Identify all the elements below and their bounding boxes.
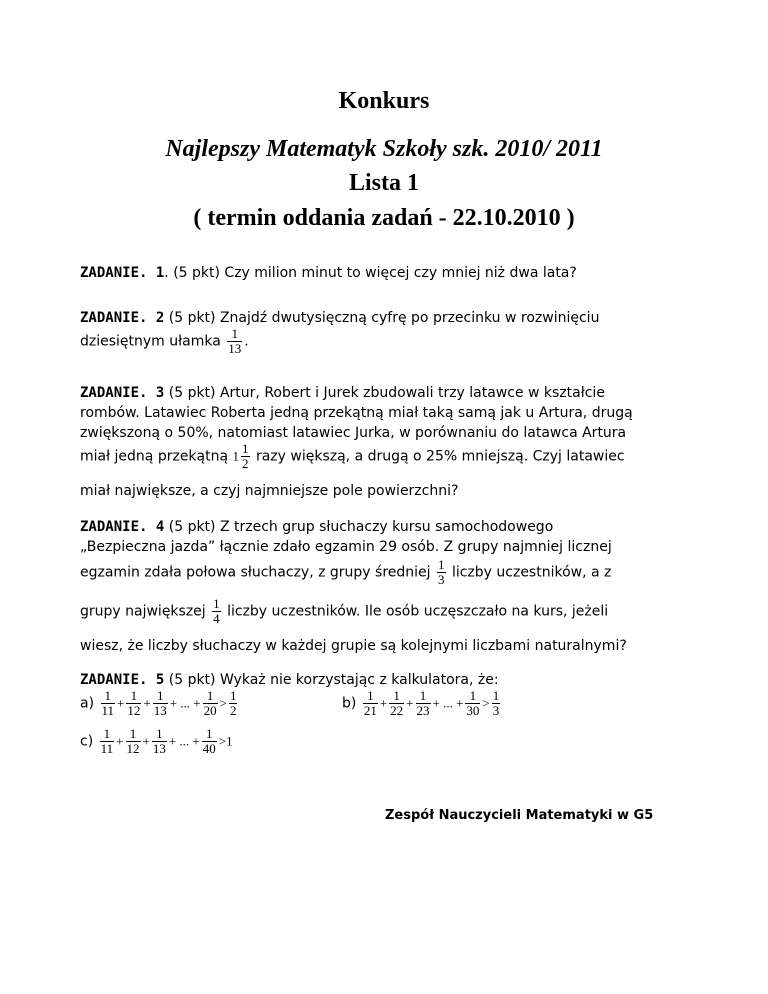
deadline: ( termin oddania zadań - 22.10.2010 ) [193,205,575,231]
task-3-line-2: rombów. Latawiec Roberta jedną przekątną miał taką samą jak u Artura, drugą [80,405,633,421]
task-4-line-1: ZADANIE. 4 (5 pkt) Z trzech grup słuchaczy kursu samochodowego [80,519,554,535]
inequality-c: c) $\frac{1}{11}$ + $\frac{1}{12}$ + $\frac{1}{13}$ + ... + $\frac{1}{40}$ >1 [80,726,233,756]
page-title: Konkurs [338,88,430,114]
task-3-line-5: miał największe, a czyj najmniejsze pole powierzchni? [80,483,459,499]
page-subtitle: Najlepszy Matematyk Szkoły szk. 2010/ 2011 [165,136,603,162]
task-label: ZADANIE. 5 [80,672,165,688]
task-label: ZADANIE. 3 [80,385,165,401]
task-3-line-4: miał jedną przekątną 1 $\frac{1}{2}$ razy większą, a drugą o 25% mniejszą. Czyj latawiec [80,441,625,471]
inequality-a: a) $\frac{1}{11}$ + $\frac{1}{12}$ + $\frac{1}{13}$ + ... + $\frac{1}{20}$ > $\frac{1}{2}$ [80,688,237,718]
inequality-b: b) $\frac{1}{21}$ + $\frac{1}{22}$ + $\frac{1}{23}$ + ... + $\frac{1}{30}$ > $\frac{1}{3}$ [342,688,500,718]
task-1: ZADANIE. 1. (5 pkt) Czy milion minut to więcej czy mniej niż dwa lata? [80,265,577,281]
fraction: $\frac{1}{4}$ [213,596,220,626]
task-5-line-1: ZADANIE. 5 (5 pkt) Wykaż nie korzystając z kalkulatora, że: [80,672,499,688]
task-2-line-2: dziesiętnym ułamka $\frac{1}{13}$ . [80,326,249,356]
task-4-line-3: egzamin zdała połowa słuchaczy, z grupy średniej $\frac{1}{3}$ liczby uczestników, a z [80,557,612,587]
fraction: $\frac{1}{3}$ [438,557,445,587]
footer-signature: Zespół Nauczycieli Matematyki w G5 [385,808,654,823]
task-4-line-5: wiesz, że liczby słuchaczy w każdej grupie są kolejnymi liczbami naturalnymi? [80,638,627,654]
task-label: ZADANIE. 2 [80,310,165,326]
task-3-line-3: zwiększoną o 50%, natomiast latawiec Jurka, w porównaniu do latawca Artura [80,425,627,441]
task-2-line-1: ZADANIE. 2 (5 pkt) Znajdź dwutysięczną cyfrę po przecinku w rozwinięciu [80,310,600,326]
fraction: $\frac{1}{2}$ [242,441,249,471]
task-label: ZADANIE. 4 [80,519,165,535]
task-4-line-2: „Bezpieczna jazda” łącznie zdało egzamin 29 osób. Z grupy najmniej licznej [80,539,612,555]
fraction: $\frac{1}{13}$ [228,326,242,356]
task-4-line-4: grupy największej $\frac{1}{4}$ liczby uczestników. Ile osób uczęszczało na kurs, jeżeli [80,596,609,626]
list-number: Lista 1 [348,170,419,196]
task-label: ZADANIE. 1 [80,265,165,281]
task-3-line-1: ZADANIE. 3 (5 pkt) Artur, Robert i Jurek zbudowali trzy latawce w kształcie [80,385,605,401]
